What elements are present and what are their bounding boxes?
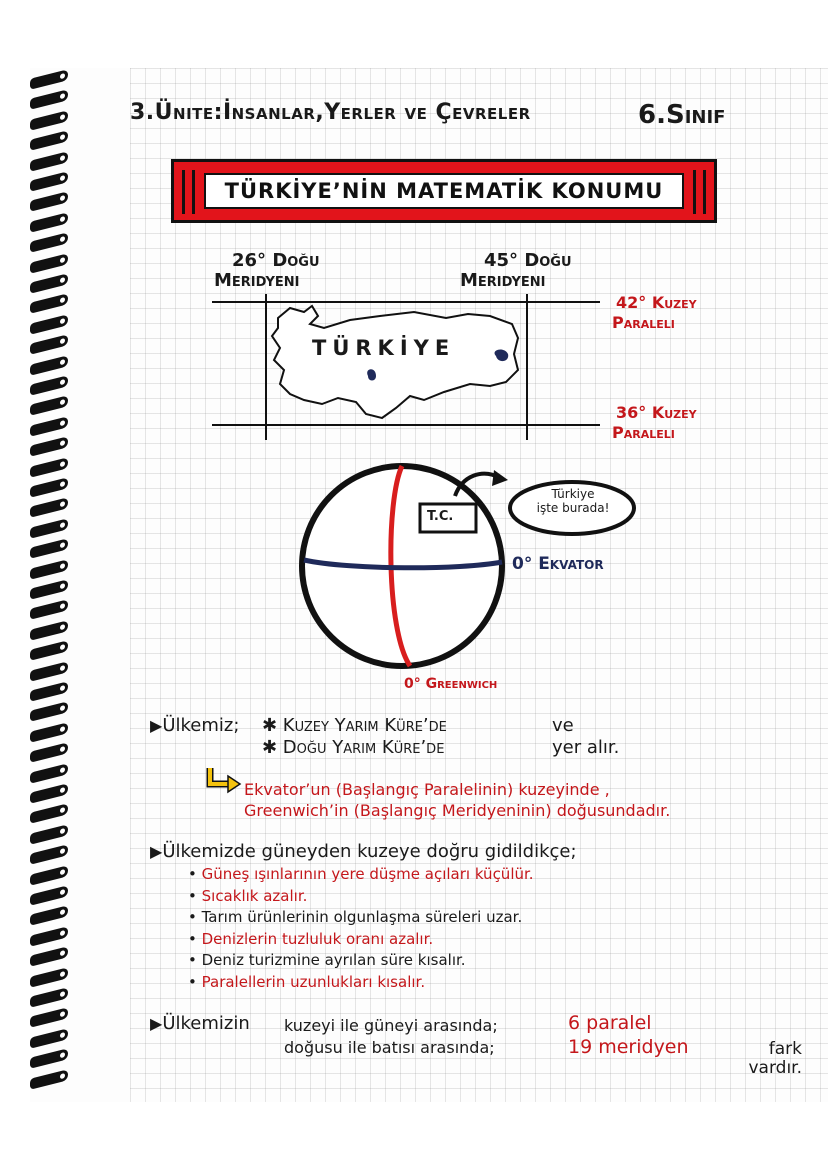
spiral-ring <box>30 69 68 89</box>
spiral-ring <box>30 987 68 1007</box>
spiral-ring <box>30 906 68 926</box>
unit-title: 3.Ünite:İnsanlar,Yerler ve Çevreler <box>130 100 531 125</box>
spiral-ring <box>30 232 68 252</box>
meridian-east-label <box>460 251 572 291</box>
spiral-ring <box>30 416 68 436</box>
suffix-line-1: fark <box>768 1039 802 1059</box>
spiral-ring <box>30 844 68 864</box>
spiral-ring <box>30 1008 68 1028</box>
spiral-ring <box>30 110 68 130</box>
section3-suffix <box>726 1040 802 1078</box>
section1-line1: ✱ Kuzey Yarım Küre’de <box>262 715 447 736</box>
spiral-ring <box>30 375 68 395</box>
spiral-ring <box>30 661 68 681</box>
meridian-west-word: Meridyeni <box>214 270 300 291</box>
section3-intro-text: Ülkemizin <box>162 1013 250 1034</box>
bubble-line-2: işte burada! <box>536 501 610 515</box>
section1-line2-suffix: yer alır. <box>552 737 620 758</box>
grade-label: 6.Sınıf <box>638 100 726 130</box>
note-line-1: Ekvator’un (Başlangıç Paralelinin) kuzeyinde , <box>244 780 610 799</box>
spiral-ring <box>30 477 68 497</box>
spiral-ring <box>30 253 68 273</box>
spiral-ring <box>30 559 68 579</box>
list-item: • Güneş ışınlarının yere düşme açıları küçülür. <box>188 865 534 883</box>
banner-stripe <box>192 170 195 214</box>
bullet-text: Sıcaklık azalır. <box>201 886 308 905</box>
spiral-ring <box>30 885 68 905</box>
section3-line1-b: 6 paralel <box>568 1012 652 1034</box>
parallel-south-label <box>612 403 697 443</box>
spiral-ring <box>30 763 68 783</box>
spiral-ring <box>30 90 68 110</box>
section3-line2-b: 19 meridyen <box>568 1036 689 1058</box>
bubble-text <box>518 487 628 515</box>
bubble-line-1: Türkiye <box>551 487 595 501</box>
spiral-ring <box>30 1048 68 1068</box>
meridian-west-degree: 26° Doğu <box>232 250 320 271</box>
meridian-east-degree: 45° Doğu <box>484 250 572 271</box>
list-item: • Tarım ürünlerinin olgunlaşma süreleri uzar. <box>188 908 523 926</box>
section2-intro-text: Ülkemizde güneyden kuzeye doğru gidildikçe; <box>162 841 577 862</box>
spiral-ring <box>30 722 68 742</box>
spiral-ring <box>30 355 68 375</box>
section1-intro-text: Ülkemiz; <box>162 715 240 736</box>
meridian-east-word: Meridyeni <box>460 270 546 291</box>
spiral-ring <box>30 742 68 762</box>
list-item: • Sıcaklık azalır. <box>188 886 308 905</box>
suffix-line-2: vardır. <box>748 1058 802 1078</box>
spiral-ring <box>30 702 68 722</box>
spiral-ring <box>30 865 68 885</box>
banner-stripe <box>182 170 185 214</box>
section2-intro: ▶Ülkemizde güneyden kuzeye doğru gidildikçe; <box>150 841 577 862</box>
spiral-ring <box>30 538 68 558</box>
section3-line1-a: kuzeyi ile güneyi arasında; <box>284 1016 498 1035</box>
banner-stripe <box>703 170 706 214</box>
turkey-outline <box>272 306 518 418</box>
spiral-ring <box>30 926 68 946</box>
pointer-arrowhead <box>492 470 508 486</box>
section1-line1-suffix: ve <box>552 715 574 736</box>
spiral-ring <box>30 457 68 477</box>
spiral-ring <box>30 334 68 354</box>
spiral-ring <box>30 212 68 232</box>
section2-bullet-list <box>188 864 534 993</box>
spiral-ring <box>30 783 68 803</box>
tc-label: T.C. <box>427 509 454 524</box>
banner-title: TÜRKİYE’NİN MATEMATİK KONUMU <box>204 173 684 209</box>
banner-stripe <box>693 170 696 214</box>
spiral-ring <box>30 804 68 824</box>
meridian-west-label <box>214 251 320 291</box>
bullet-text: Tarım ürünlerinin olgunlaşma süreleri uzar. <box>201 908 523 926</box>
parallel-north-degree: 42° Kuzey <box>616 293 697 312</box>
return-arrow-icon <box>204 766 244 798</box>
spiral-ring <box>30 1069 68 1089</box>
bullet-text: Paralellerin uzunlukları kısalır. <box>201 972 426 991</box>
list-item: • Paralellerin uzunlukları kısalır. <box>188 972 426 991</box>
spiral-ring <box>30 967 68 987</box>
bullet-text: Güneş ışınlarının yere düşme açıları küçülür. <box>201 865 534 883</box>
bullet-text: Denizlerin tuzluluk oranı azalır. <box>201 929 434 948</box>
equator-label: 0° Ekvator <box>512 554 604 574</box>
parallel-north-label <box>612 293 697 333</box>
spiral-ring <box>30 620 68 640</box>
section3-line2-a: doğusu ile batısı arasında; <box>284 1038 495 1057</box>
spiral-ring <box>30 1028 68 1048</box>
spiral-ring <box>30 518 68 538</box>
spiral-ring <box>30 171 68 191</box>
note-line-2: Greenwich’in (Başlangıç Meridyeninin) doğusundadır. <box>244 801 671 820</box>
parallel-south-degree: 36° Kuzey <box>616 403 697 422</box>
section1-intro: ▶Ülkemiz; <box>150 715 240 736</box>
spiral-ring <box>30 151 68 171</box>
parallel-south-word: Paraleli <box>612 423 675 442</box>
spiral-ring <box>30 681 68 701</box>
spiral-ring <box>30 600 68 620</box>
spiral-ring <box>30 396 68 416</box>
spiral-ring <box>30 946 68 966</box>
spiral-ring <box>30 314 68 334</box>
spiral-ring <box>30 130 68 150</box>
bullet-text: Deniz turizmine ayrılan süre kısalır. <box>201 951 466 969</box>
parallel-north-word: Paraleli <box>612 313 675 332</box>
spiral-ring <box>30 273 68 293</box>
section1-line2: ✱ Doğu Yarım Küre’de <box>262 737 445 758</box>
spiral-ring <box>30 579 68 599</box>
section3-intro: ▶Ülkemizin <box>150 1013 250 1034</box>
list-item: • Denizlerin tuzluluk oranı azalır. <box>188 929 434 948</box>
spiral-ring <box>30 498 68 518</box>
spiral-binding <box>28 68 78 1102</box>
title-banner <box>171 159 717 223</box>
spiral-ring <box>30 824 68 844</box>
spiral-ring <box>30 436 68 456</box>
spiral-ring <box>30 294 68 314</box>
greenwich-label: 0° Greenwich <box>404 676 498 692</box>
spiral-ring <box>30 192 68 212</box>
spiral-ring <box>30 640 68 660</box>
map-country-label: TÜRKİYE <box>312 336 456 360</box>
list-item: • Deniz turizmine ayrılan süre kısalır. <box>188 951 466 969</box>
turkey-map-diagram <box>200 290 610 450</box>
